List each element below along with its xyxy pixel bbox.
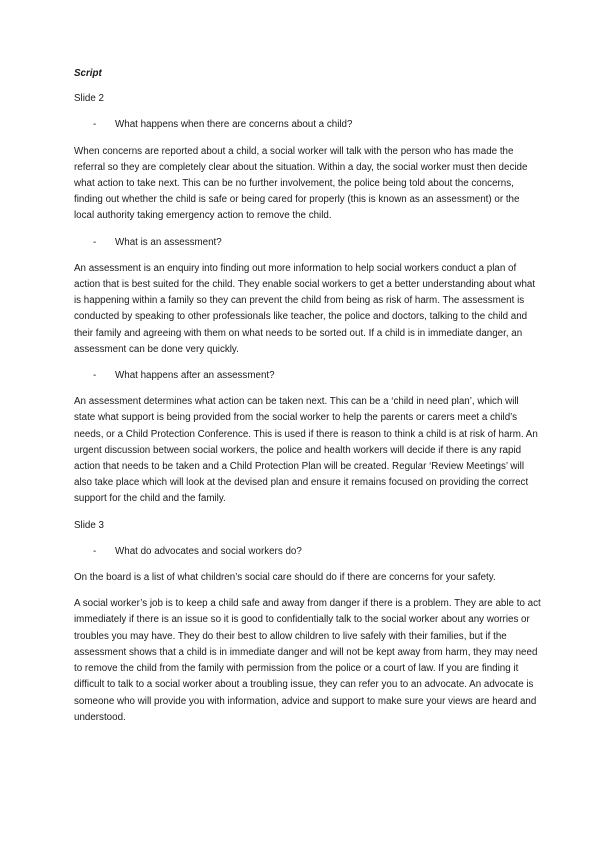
question-bullet-2 xyxy=(74,235,542,251)
paragraph-board-list: On the board is a list of what children’s social care should do if there are concerns for your safety. xyxy=(74,572,496,584)
question-bullet-3 xyxy=(74,368,542,384)
paragraph-concerns: When concerns are reported about a child, a social worker will talk with the person who has made the referral so they are completely clear about the situation. Within a day, the social worker must then decide what action to take next. This can be no further involvement, the police being told about the concerns, finding out whether the child is safe or being cared for properly (this is known as an assessment) or the local authority taking emergency action to remove the child. xyxy=(74,145,528,222)
slide-2-label: Slide 2 xyxy=(74,93,104,105)
question-bullet-1 xyxy=(74,117,542,133)
bullet-dash: - xyxy=(93,370,97,382)
document-body xyxy=(74,66,542,736)
paragraph-assessment: An assessment is an enquiry into finding out more information to help social workers conduct a plan of action that is best suited for the child. They enable social workers to get a better understanding about what is happening within a family so they can prevent the child from being as risk of harm. The assessment is conducted by speaking to other professionals like teacher, the police and doctors, talking to the child and their family and agreeing with them on what needs to be sorted out. If a child is in immediate danger, an assessment can be done very quickly. xyxy=(74,262,536,355)
paragraph-social-worker-job: A social worker’s job is to keep a child safe and away from danger if there is a problem. They are able to act immediately if there is an issue so it is good to confidentially talk to the social worker about any worries or troubles you may have. They do their best to allow children to live safely with their families, but if the assessment shows that a child is in immediate danger and will not be kept away from harm, they may need to remove the child from the family with permission from the police or a court of law. If you are finding it difficult to talk to a social worker about a troubling issue, they can refer you to an advocate. An advocate is someone who will provide you with information, advice and support to make sure your views are heard and understood. xyxy=(74,598,541,723)
question-text: What do advocates and social workers do? xyxy=(115,545,302,557)
bullet-dash: - xyxy=(93,545,97,557)
paragraph-after-assessment: An assessment determines what action can be taken next. This can be a ‘child in need plan’, which will state what support is being provided from the social worker to help the parents or carers meet a child’s needs, or a Child Protection Conference. This is used if there is reason to think a child is at risk of harm. An urgent discussion between social workers, the police and health workers will decide if there is any rapid action that needs to be taken and a Child Protection Plan will be created. Regular ‘Review Meetings’ will also take place which will look at the devised plan and ensure it remains focused on providing the correct support for the child and the family. xyxy=(74,396,538,505)
slide-3-label: Slide 3 xyxy=(74,519,104,531)
document-title: Script xyxy=(74,68,102,79)
question-text: What is an assessment? xyxy=(115,236,222,248)
question-text: What happens when there are concerns about a child? xyxy=(115,119,353,131)
bullet-dash: - xyxy=(93,119,97,131)
question-bullet-4 xyxy=(74,544,542,560)
bullet-dash: - xyxy=(93,236,97,248)
question-text: What happens after an assessment? xyxy=(115,370,275,382)
